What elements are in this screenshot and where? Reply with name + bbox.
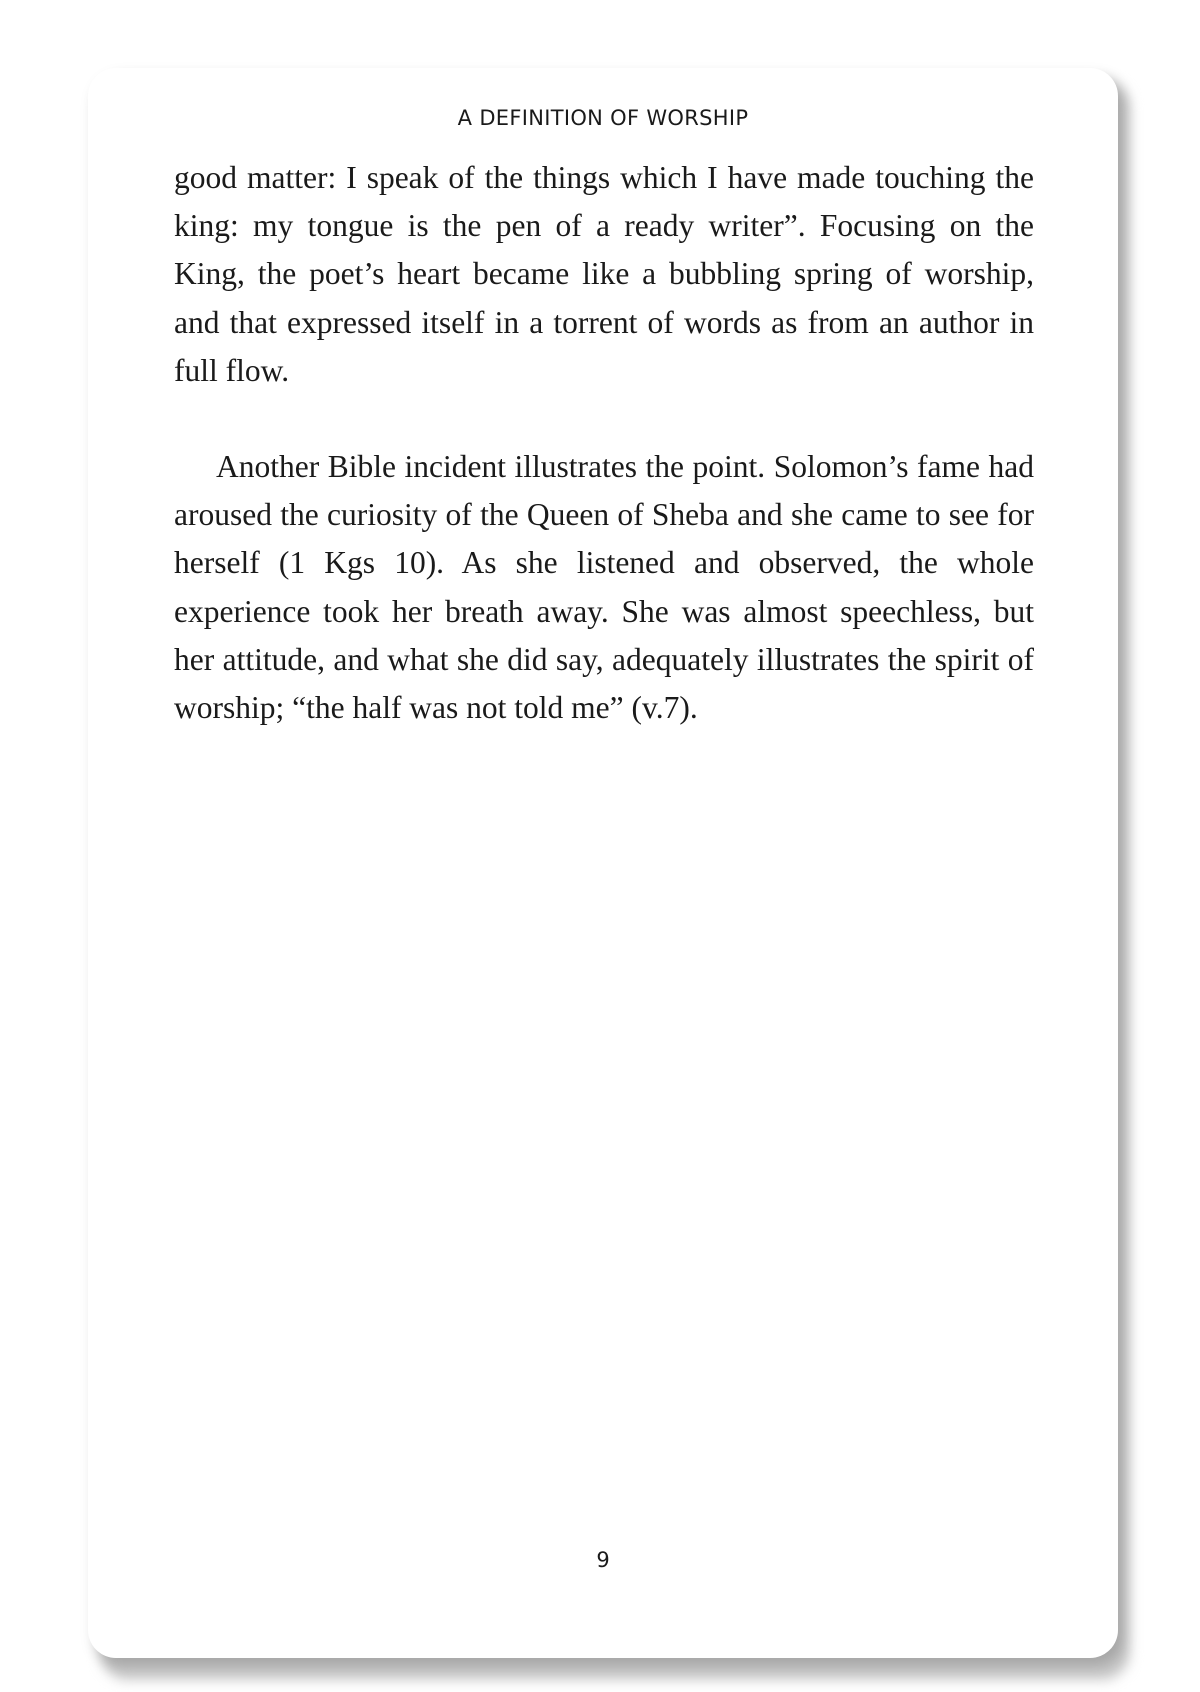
paragraph-queen-of-sheba: Another Bible incident illustrates the point. Solomon’s fame had aroused the curiosity of the Queen of Sheba and she came to see for herself (1 Kgs 10). As she listened and observed, the whole experience took her breath away. She was almost speechless, but her attitude, and what she did say, adequately illustrates the spirit of worship; “the half was not told me” (v.7). [174,449,1034,726]
paragraph-continuation: good matter: I speak of the things which I have made touching the king: my tongue is the pen of a ready writer”. Focusing on the King, the poet’s heart became like a bubbling spring of worship, and that expressed itself in a torrent of words as from an author in full flow. [174,160,1034,388]
running-head: A DEFINITION OF WORSHIP [457,106,749,130]
page-number: 9 [596,1548,610,1572]
book-page [88,68,1118,1658]
body-text [174,154,1034,732]
